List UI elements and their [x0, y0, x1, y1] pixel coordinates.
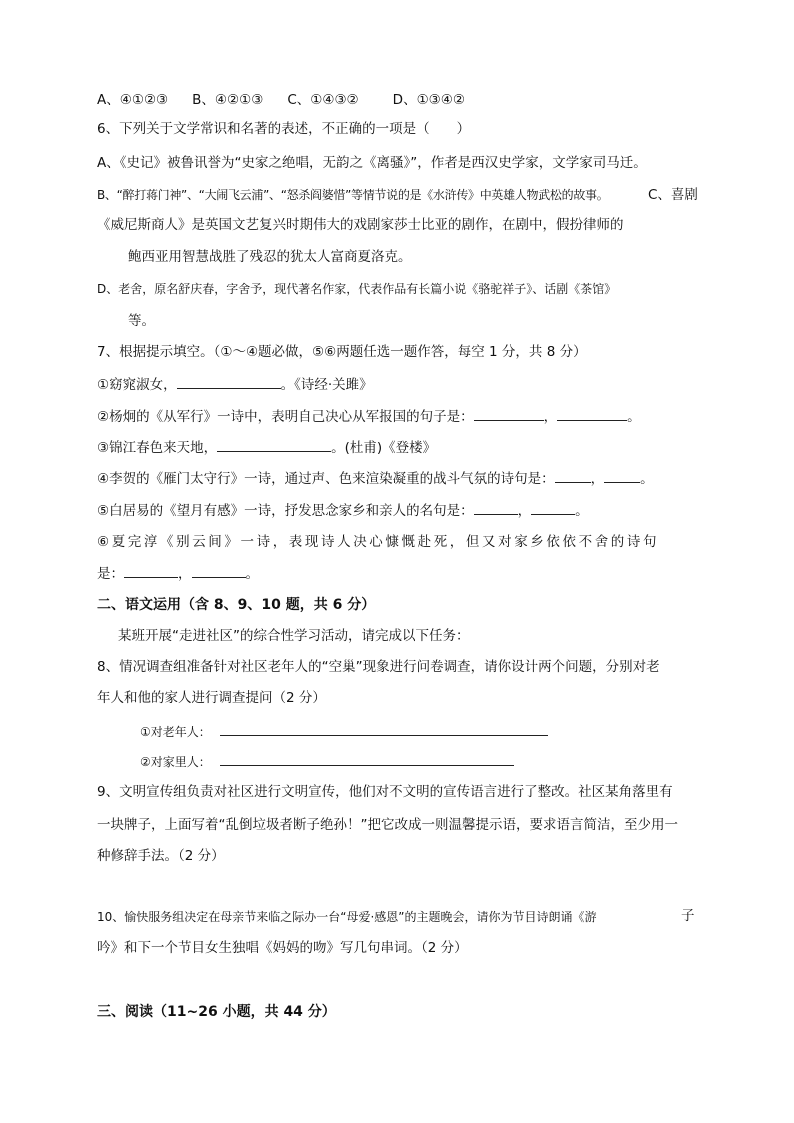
- q8-elder-label: ①对老年人：: [140, 725, 211, 739]
- q7-item-4-mid: ，: [590, 471, 605, 487]
- q6-stem: 6、下列关于文学常识和名著的表述，不正确的一项是（ ）: [97, 121, 471, 137]
- q10-line1: 10、愉快服务组决定在母亲节来临之际办一台“母爱·感恩”的主题晚会，请你为节目诗朗诵《游: [97, 910, 597, 924]
- q7-item-6-line1: ⑥夏完淳《别云间》一诗，表现诗人决心慷慨赴死，但又对家乡依依不舍的诗句: [97, 534, 660, 550]
- q7-item-6-pre: 是：: [97, 566, 124, 582]
- q7-item-5-mid: ，: [517, 503, 532, 519]
- q6-option-c-line3: 鲍西亚用智慧战胜了残忍的犹太人富商夏洛克。: [128, 249, 412, 265]
- q7-item-3-blank[interactable]: [217, 437, 331, 452]
- q7-item-4-pre: ④李贺的《雁门太守行》一诗，通过声、色来渲染凝重的战斗气氛的诗句是：: [97, 471, 555, 487]
- q6-option-d-line1: D、老舍，原名舒庆春，字舍予，现代著名作家，代表作品有长篇小说《骆驼祥子》、话剧《茶馆》: [97, 282, 617, 296]
- q6-option-b: B、“醉打蒋门神”、“大闹飞云浦”、“怒杀阎婆惜”等情节说的是《水浒传》中英雄人物武松的故事。: [97, 188, 609, 202]
- q6-option-a: A、《史记》被鲁讯誉为“史家之绝唱，无韵之《离骚》”，作者是西汉史学家，文学家司马迁。: [97, 155, 647, 171]
- q7-item-5-blank-1[interactable]: [474, 500, 518, 515]
- q7-item-3: [97, 437, 436, 458]
- q6-option-c-start: C、喜剧: [648, 187, 698, 203]
- q8-elder-answer-line[interactable]: [220, 735, 548, 736]
- q7-item-3-post: 。(杜甫)《登楼》: [331, 440, 437, 456]
- q8-family-answer-line[interactable]: [220, 765, 514, 766]
- q7-item-2: [97, 406, 641, 427]
- q8-family-label: ②对家里人：: [140, 755, 211, 769]
- q7-item-4-blank-1[interactable]: [555, 468, 591, 483]
- q7-item-2-pre: ②杨炯的《从军行》一诗中，表明自己决心从军报国的句子是：: [97, 409, 474, 425]
- q9-line3: 种修辞手法。（2 分）: [97, 848, 225, 864]
- q7-item-5-post: 。: [575, 503, 589, 519]
- q5-option-b: B、④②①③: [192, 92, 264, 108]
- q10-line2: 吟》和下一个节目女生独唱《妈妈的吻》写几句串词。（2 分）: [97, 940, 468, 956]
- q7-item-1: [97, 374, 373, 395]
- q7-item-6-blank-2[interactable]: [192, 563, 246, 578]
- q7-item-1-pre: ①窈窕淑女，: [97, 377, 177, 393]
- q7-stem: 7、根据提示填空。（①～④题必做，⑤⑥两题任选一题作答，每空 1 分，共 8 分）: [97, 344, 587, 360]
- q7-item-5: [97, 500, 589, 521]
- q7-item-6-mid: ，: [178, 566, 192, 582]
- q5-options: [97, 90, 489, 110]
- q7-item-1-blank[interactable]: [177, 374, 281, 389]
- q6-option-d-line2: 等。: [128, 313, 155, 329]
- section-3-heading: 三、阅读（11~26 小题，共 44 分）: [97, 1004, 336, 1020]
- q7-item-2-blank-1[interactable]: [474, 406, 544, 421]
- section-2-heading: 二、语文运用（含 8、9、10 题，共 6 分）: [97, 597, 376, 613]
- q9-line2: 一块牌子，上面写着“乱倒垃圾者断子绝孙！”把它改成一则温馨提示语，要求语言简洁，至少用一: [97, 817, 678, 833]
- q7-item-1-post: 。《诗经·关雎》: [280, 377, 373, 393]
- q9-line1: 9、文明宣传组负责对社区进行文明宣传，他们对不文明的宣传语言进行了整改。社区某角落里有: [97, 784, 673, 800]
- q7-item-4-post: 。: [640, 471, 654, 487]
- q7-item-2-post: 。: [627, 409, 641, 425]
- q8-line1: 8、情况调查组准备针对社区老年人的“空巢”现象进行问卷调查，请你设计两个问题，分别对老: [97, 659, 660, 675]
- q5-option-c: C、①④③②: [287, 92, 359, 108]
- q7-item-4-blank-2[interactable]: [604, 468, 640, 483]
- q5-option-d: D、①③④②: [392, 92, 465, 108]
- q7-item-3-pre: ③锦江春色来天地，: [97, 440, 218, 456]
- q6-option-c-line2: 《威尼斯商人》是英国文艺复兴时期伟大的戏剧家莎士比亚的剧作，在剧中，假扮律师的: [97, 217, 624, 233]
- q7-item-6-line2: [97, 563, 259, 584]
- q10-line1-end: 子: [681, 908, 695, 924]
- q7-item-2-mid: ，: [543, 409, 558, 425]
- q8-line2: 年人和他的家人进行调查提问（2 分）: [97, 690, 326, 706]
- q7-item-2-blank-2[interactable]: [557, 406, 627, 421]
- q7-item-4: [97, 468, 654, 489]
- q5-option-a: A、④①②③: [97, 92, 169, 108]
- q7-item-6-post: 。: [245, 566, 259, 582]
- q7-item-6-blank-1[interactable]: [124, 563, 178, 578]
- section-2-intro: 某班开展“走进社区”的综合性学习活动，请完成以下任务：: [118, 628, 470, 644]
- q7-item-5-pre: ⑤白居易的《望月有感》一诗，抒发思念家乡和亲人的名句是：: [97, 503, 474, 519]
- q7-item-5-blank-2[interactable]: [531, 500, 575, 515]
